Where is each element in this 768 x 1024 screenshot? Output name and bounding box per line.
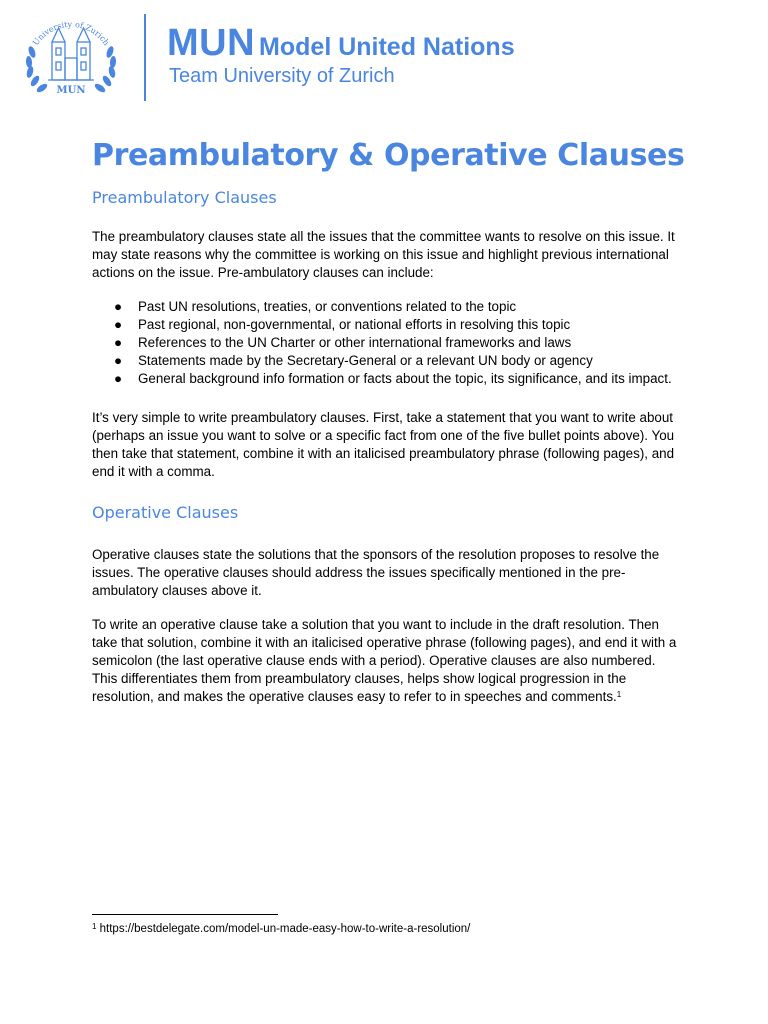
list-item: ● Past regional, non-governmental, or national efforts in resolving this topic [114, 317, 571, 332]
preambulatory-howto: It’s very simple to write preambulatory clauses. First, take a statement that you want to write about (perhaps an issue you want to solve or a specific fact from one of the five bullet points above). You then take that statement, combine it with an italicised preambulatory phrase (following pages), and end it with a comma. [92, 410, 675, 479]
header-divider [144, 14, 146, 101]
page-header [0, 0, 768, 110]
university-of-zurich-mun-logo [18, 8, 124, 100]
operative-intro: Operative clauses state the solutions that the sponsors of the resolution proposes to resolve the issues. The operative clauses should address the issues specifically mentioned in the pre-ambulatory clauses above it. [92, 547, 660, 598]
footnote-reference[interactable]: 1 [616, 690, 622, 699]
svg-text:MUN: MUN [56, 85, 86, 96]
page-title: Preambulatory & Operative Clauses [92, 138, 685, 173]
bullet-icon: ● [114, 317, 123, 332]
brand-full-name: Model United Nations [259, 33, 515, 61]
footnote-link[interactable]: https://bestdelegate.com/model-un-made-easy-how-to-write-a-resolution/ [96, 923, 471, 935]
footnote-separator [92, 914, 278, 915]
list-item: ● Past UN resolutions, treaties, or conventions related to the topic [114, 299, 517, 314]
section-heading-preambulatory: Preambulatory Clauses [92, 188, 277, 207]
bullet-icon: ● [114, 335, 123, 350]
bullet-icon: ● [114, 371, 123, 386]
footnote-number: 1 [92, 922, 97, 931]
svg-text:University of Zurich: University of Zurich [31, 19, 111, 48]
list-item: ● General background info formation or facts about the topic, its significance, and its impact. [114, 371, 672, 386]
brand-title [167, 22, 515, 65]
preambulatory-intro: The preambulatory clauses state all the issues that the committee wants to resolve on this issue. It may state reasons why the committee is working on this issue and highlight previous international actions on the issue. Pre-ambulatory clauses can include: [92, 229, 675, 280]
list-item: ● References to the UN Charter or other international frameworks and laws [114, 335, 572, 350]
team-subtitle: Team University of Zurich [169, 65, 395, 87]
document-body [92, 138, 685, 706]
bullet-icon: ● [114, 299, 123, 314]
list-item: ● Statements made by the Secretary-General or a relevant UN body or agency [114, 353, 593, 368]
section-heading-operative: Operative Clauses [92, 503, 239, 522]
operative-howto: To write an operative clause take a solution that you want to include in the draft resolution. Then take that solution, combine it with an italicised operative phrase (following pages), and end it with a semicolon (the last operative clause ends with a period). Operative clauses are also numbered. This differentiates them from preambulatory clauses, helps show logical progression in the resolution, and makes the operative clauses easy to refer to in speeches and comments.$^1$ [92, 617, 677, 704]
bullet-icon: ● [114, 353, 123, 368]
preambulatory-list [92, 298, 682, 388]
footnote [92, 922, 470, 936]
brand-abbrev: MUN [167, 22, 256, 64]
